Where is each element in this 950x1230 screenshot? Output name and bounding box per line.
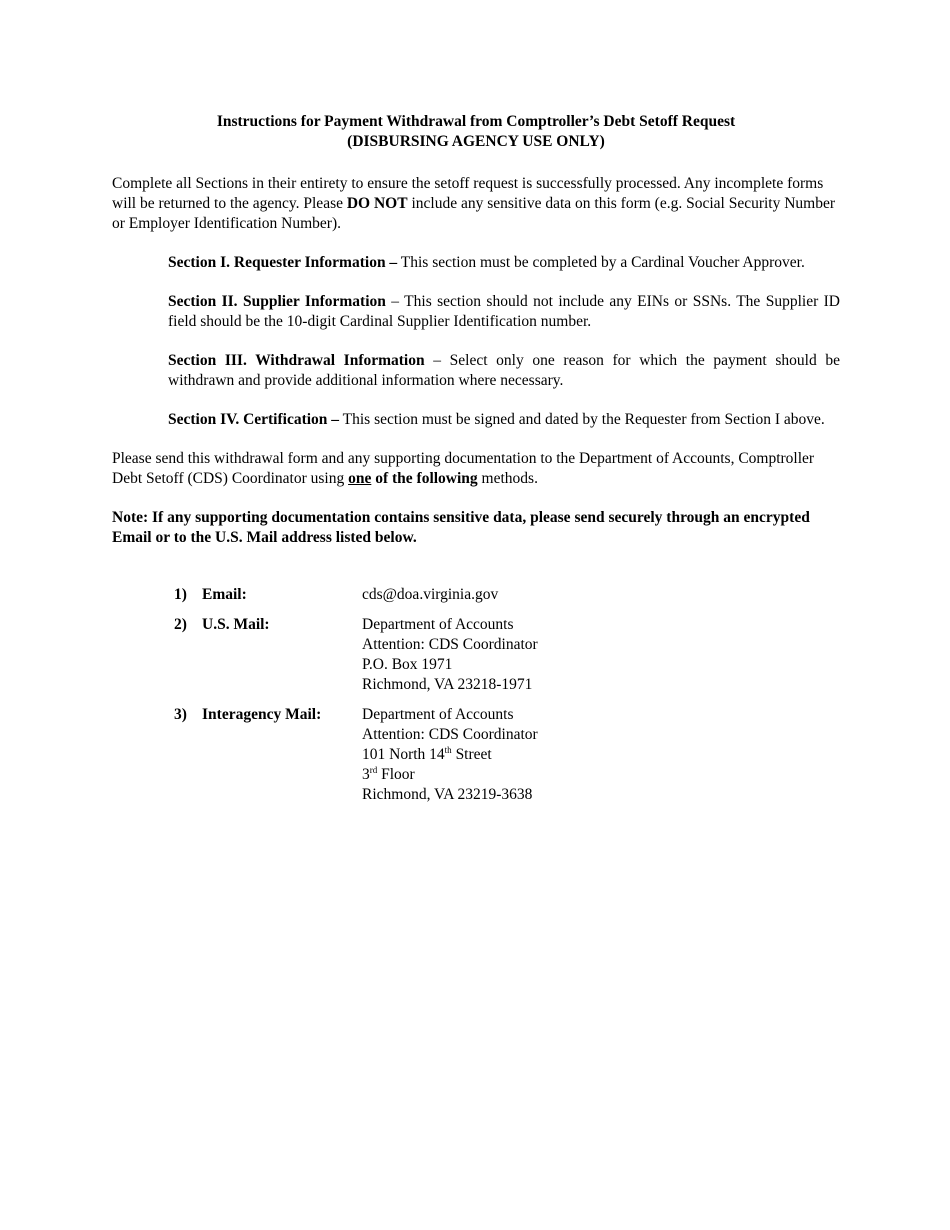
send-following: of the following [371, 470, 478, 487]
address-line: P.O. Box 1971 [362, 656, 453, 673]
section-heading: Section III. Withdrawal Information [168, 352, 425, 369]
street-suffix: Street [451, 746, 492, 763]
email-address: cds@doa.virginia.gov [362, 586, 499, 603]
section-instructions [168, 253, 840, 430]
address-line-floor [362, 765, 538, 785]
method-number: 1) [174, 586, 187, 603]
send-instructions [112, 449, 840, 489]
sensitive-data-note: Note: If any supporting documentation contains sensitive data, please send securely through an encrypted Email or to the U.S. Mail address listed below. [112, 509, 810, 546]
address-line: Department of Accounts [362, 706, 514, 723]
method-us-mail [174, 615, 840, 695]
street-text: 101 North 14 [362, 746, 445, 763]
section-text: This section must be signed and dated by the Requester from Section I above. [339, 411, 825, 428]
section-text: – This section should not include any EINs or SSNs. The Supplier ID field should be the 10-digit Cardinal Supplier Identification number. [168, 293, 840, 330]
floor-suffix: Floor [377, 766, 415, 783]
intro-text-2: include any sensitive data on this form (e.g. Social Security Number or Employer Identification Number). [112, 195, 836, 232]
method-number: 2) [174, 616, 187, 633]
method-number: 3) [174, 706, 187, 723]
address-line: Attention: CDS Coordinator [362, 726, 538, 743]
delivery-methods [174, 585, 840, 805]
intro-do-not: DO NOT [346, 195, 408, 212]
method-value [362, 615, 538, 695]
address-line: Richmond, VA 23218-1971 [362, 676, 533, 693]
title-line-2: (DISBURSING AGENCY USE ONLY) [347, 133, 605, 150]
document-page [112, 112, 840, 815]
send-text-1: Please send this withdrawal form and any supporting documentation to the Department of Accounts, Comptroller Debt Setoff (CDS) Coordinator using [112, 450, 815, 487]
section-item [168, 253, 840, 273]
method-label: Email: [202, 586, 247, 603]
method-label: Interagency Mail: [202, 706, 322, 723]
street-superscript: th [444, 745, 452, 755]
section-heading: Section I. Requester Information – [168, 254, 398, 271]
section-text: – Select only one reason for which the payment should be withdrawn and provide additional information where necessary. [168, 352, 840, 389]
method-value [362, 705, 538, 805]
intro-text-1: Complete all Sections in their entirety to ensure the setoff request is successfully processed. Any incomplete forms will be returned to the agency. Please [112, 175, 824, 212]
send-text-2: methods. [477, 470, 538, 487]
method-interagency-mail [174, 705, 840, 805]
address-line: Richmond, VA 23219-3638 [362, 786, 533, 803]
section-heading: Section II. Supplier Information [168, 293, 386, 310]
intro-paragraph [112, 174, 840, 234]
method-label: U.S. Mail: [202, 616, 270, 633]
send-one: one [348, 470, 372, 487]
floor-superscript: rd [369, 765, 378, 775]
title-line-1: Instructions for Payment Withdrawal from Comptroller’s Debt Setoff Request [216, 113, 736, 130]
section-item [168, 351, 840, 391]
section-item [168, 292, 840, 332]
address-line-street [362, 745, 538, 765]
floor-number: 3 [362, 766, 370, 783]
method-value [362, 585, 498, 605]
address-line: Department of Accounts [362, 616, 514, 633]
document-title [112, 112, 840, 152]
address-line: Attention: CDS Coordinator [362, 636, 538, 653]
section-text: This section must be completed by a Cardinal Voucher Approver. [397, 254, 805, 271]
method-email [174, 585, 840, 605]
section-item [168, 410, 840, 430]
section-heading: Section IV. Certification – [168, 411, 340, 428]
